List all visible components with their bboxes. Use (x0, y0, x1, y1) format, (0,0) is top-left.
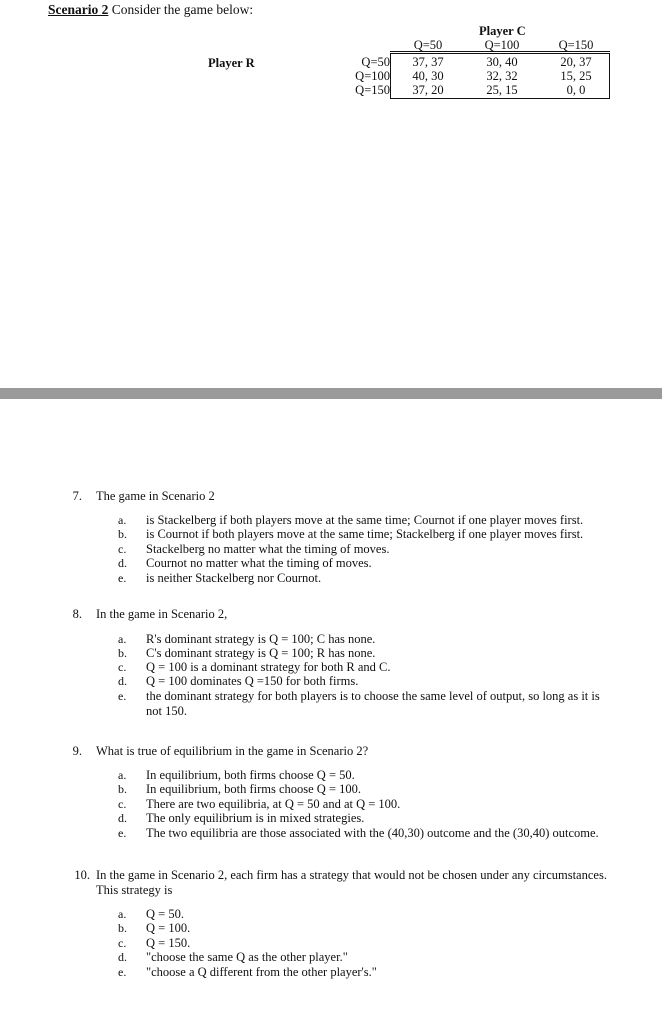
option-letter: a. (118, 632, 127, 646)
option-text: In equilibrium, both firms choose Q = 100. (146, 782, 362, 796)
option-letter: d. (118, 950, 127, 964)
question-number: 10. (74, 868, 90, 882)
option-text: Q = 50. (146, 907, 184, 921)
col-head-q150: Q=150 (558, 38, 594, 52)
option-letter: b. (118, 921, 127, 935)
option-letter: c. (118, 542, 127, 556)
option-letter: a. (118, 907, 127, 921)
question-number: 8. (72, 607, 82, 621)
option-text: the dominant strategy for both players is to choose the same level of output, so long as it is not 150. (146, 689, 600, 718)
option-text: is Stackelberg if both players move at the same time; Cournot if one player moves first. (146, 513, 584, 527)
payoff-cell: 37, 37 (412, 55, 444, 69)
col-head-q100: Q=100 (484, 38, 520, 52)
payoff-cell: 20, 37 (560, 55, 592, 69)
option-text: "choose the same Q as the other player." (146, 950, 348, 964)
option-letter: e. (118, 965, 127, 979)
option-text: Q = 100. (146, 921, 191, 935)
option-text: "choose a Q different from the other player's." (146, 965, 377, 979)
option-text: There are two equilibria, at Q = 50 and at Q = 100. (146, 797, 401, 811)
player-col-label: Player C (479, 24, 526, 38)
option-letter: c. (118, 936, 127, 950)
payoff-cell: 30, 40 (486, 55, 518, 69)
question-number: 9. (72, 744, 82, 758)
row-head-q150: Q=150 (355, 83, 390, 97)
payoff-cell: 32, 32 (486, 69, 518, 83)
option-letter: d. (118, 674, 127, 688)
option-letter: b. (118, 646, 127, 660)
option-text: C's dominant strategy is Q = 100; R has none. (146, 646, 376, 660)
row-head-q100: Q=100 (355, 69, 390, 83)
question-number: 7. (72, 489, 82, 503)
option-letter: e. (118, 571, 127, 585)
option-text: is neither Stackelberg nor Cournot. (146, 571, 322, 585)
question-stem: The game in Scenario 2 (96, 489, 215, 503)
option-text: Q = 100 dominates Q =150 for both firms. (146, 674, 359, 688)
option-letter: d. (118, 811, 127, 825)
col-head-q50: Q=50 (413, 38, 443, 52)
option-letter: a. (118, 768, 127, 782)
scenario-heading (48, 2, 253, 18)
option-text: Cournot no matter what the timing of moves. (146, 556, 372, 570)
option-letter: c. (118, 660, 127, 674)
option-letter: a. (118, 513, 127, 527)
option-letter: b. (118, 782, 127, 796)
option-text: Stackelberg no matter what the timing of moves. (146, 542, 390, 556)
option-letter: c. (118, 797, 127, 811)
option-text: In equilibrium, both firms choose Q = 50. (146, 768, 355, 782)
option-text: Q = 150. (146, 936, 191, 950)
payoff-cell: 15, 25 (560, 69, 592, 83)
scenario-label: Scenario 2 (48, 2, 109, 17)
payoff-cell: 40, 30 (412, 69, 444, 83)
option-letter: e. (118, 689, 127, 703)
matrix-header-rule (390, 51, 610, 52)
player-row-label: Player R (208, 56, 255, 70)
question-stem: What is true of equilibrium in the game in Scenario 2? (96, 744, 369, 758)
option-text: is Cournot if both players move at the same time; Stackelberg if one player moves first. (146, 527, 584, 541)
option-letter: d. (118, 556, 127, 570)
payoff-cell: 25, 15 (486, 83, 518, 97)
option-text: The only equilibrium is in mixed strategies. (146, 811, 365, 825)
question-stem: In the game in Scenario 2, (96, 607, 228, 621)
scenario-intro: Consider the game below: (108, 2, 254, 17)
page-divider (0, 388, 662, 399)
option-text: The two equilibria are those associated with the (40,30) outcome and the (30,40) outcome. (146, 826, 599, 840)
option-letter: e. (118, 826, 127, 840)
option-text: R's dominant strategy is Q = 100; C has none. (146, 632, 376, 646)
question-stem: In the game in Scenario 2, each firm has a strategy that would not be chosen under any circumstances. This strategy is (96, 868, 607, 897)
row-head-q50: Q=50 (361, 55, 390, 69)
payoff-cell: 37, 20 (412, 83, 444, 97)
option-text: Q = 100 is a dominant strategy for both R and C. (146, 660, 391, 674)
payoff-cell: 0, 0 (566, 83, 586, 97)
option-letter: b. (118, 527, 127, 541)
